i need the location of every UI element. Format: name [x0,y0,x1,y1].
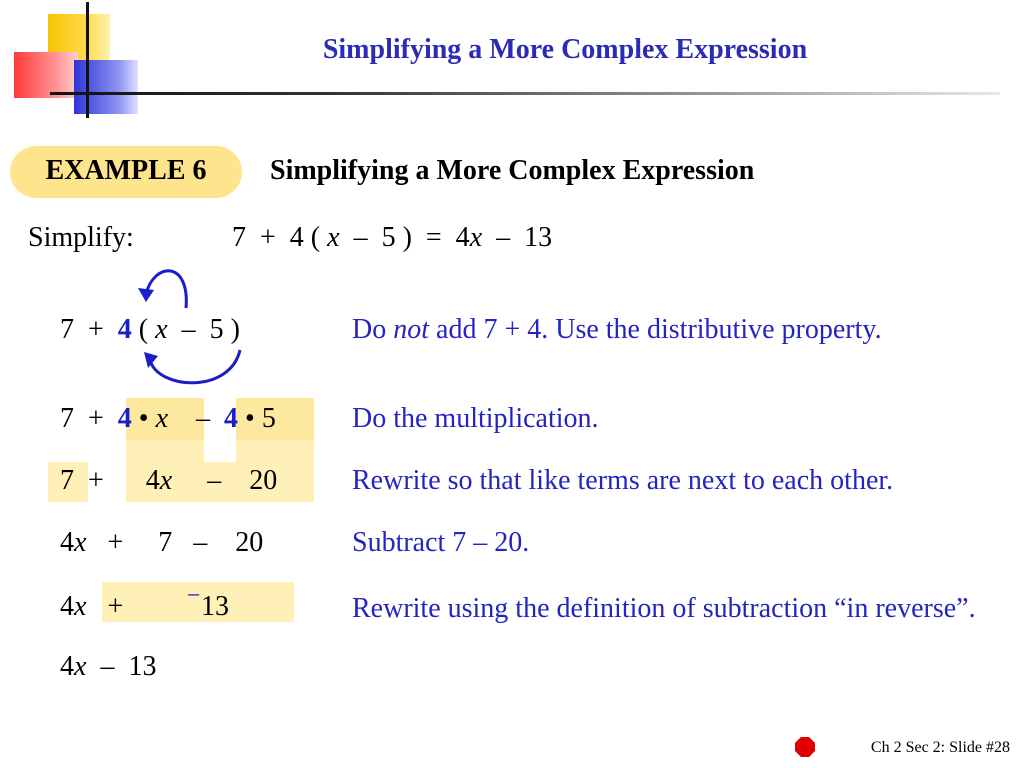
step5-expression: 4x + ⁻13 [60,585,230,622]
final-answer: 4x – 13 [60,651,157,682]
step1-text-a: Do [352,314,394,345]
step1-seven: 7 [60,314,74,345]
step4-explanation: Subtract 7 – 20. [352,527,530,558]
step4-twenty: 20 [235,527,264,558]
slide-number: Ch 2 Sec 2: Slide #28 [870,739,1010,756]
step2-dot-5: • 5 [238,403,276,434]
step4-plus: + [107,527,124,558]
stop-icon[interactable] [795,737,815,757]
step2-minus: – [196,403,211,434]
step5-thirteen: 13 [201,591,230,622]
arrow-head-left-top [138,288,154,302]
final-minus: – [100,651,115,682]
arrow-to-x [146,271,186,308]
slide-title: Simplifying a More Complex Expression [322,34,808,65]
step3-explanation: Rewrite so that like terms are next to each other. [352,465,894,496]
step2-seven: 7 [60,403,74,434]
step5-plus: + [107,591,124,622]
step1-explanation [352,314,882,346]
step4-minus: – [193,527,208,558]
problem-expression: 7 + 4 ( x – 5 ) = 4x – 13 [232,222,553,253]
example-badge-label: EXAMPLE 6 [45,155,207,186]
step4-seven: 7 [158,527,173,558]
step2-expression: 7 + 4 • x – 4 • 5 [60,403,276,434]
step3-expression: 7 + 4x – 20 [60,465,278,496]
step2-four-a: 4 [117,403,132,434]
step1-expression: 7 + 4 ( x – 5 ) [60,314,240,345]
final-thirteen: 13 [128,651,157,682]
step1-text-em: not [393,314,430,345]
step3-minus: – [207,465,222,496]
simplify-label: Simplify: [28,222,134,253]
step1-text-b: add 7 + 4. Use the distributive property. [429,314,882,345]
header-divider [50,92,1000,95]
step1-plus: + [88,314,104,345]
step4-expression: 4x + 7 – 20 [60,527,264,558]
step1-four: 4 [117,314,132,345]
step3-seven: 7 [60,465,74,496]
step5-negative-sign: ⁻ [186,585,202,616]
step5-explanation: Rewrite using the definition of subtraction “in reverse”. [352,593,976,624]
step2-explanation: Do the multiplication. [352,403,599,434]
step2-four-b: 4 [224,403,239,434]
logo-blue-square [74,60,138,114]
step2-plus: + [88,403,104,434]
step3-plus: + [88,465,104,496]
example-title: Simplifying a More Complex Expression [270,155,755,186]
step3-twenty: 20 [249,465,278,496]
logo-vertical-line [86,2,89,118]
arrow-to-5 [150,350,240,383]
